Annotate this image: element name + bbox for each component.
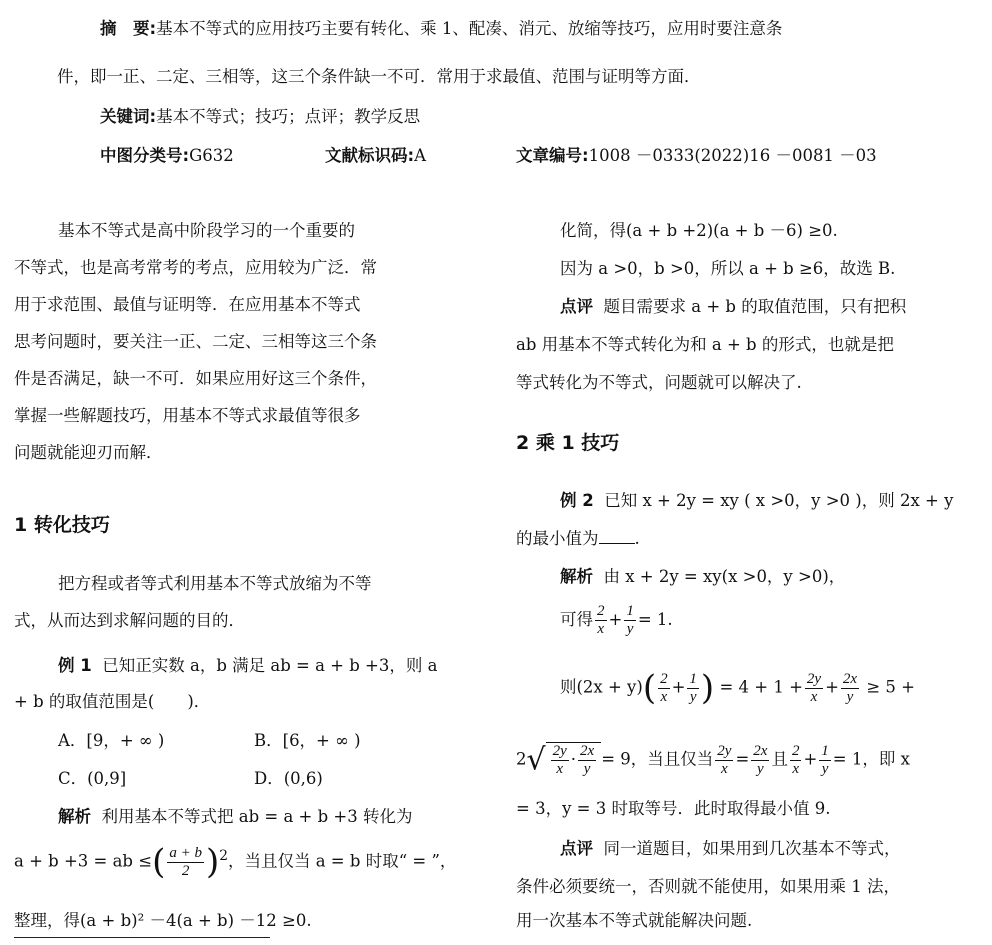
solution-1-line-2: a + b +3 = ab ≤( $\frac{a + b}{2}$ )$^2$，当且仅当 a = b 时取“ = ”， [14, 842, 457, 882]
plus: + [671, 677, 686, 697]
para-line: 把方程或者等式利用基本不等式放缩为不等 [58, 574, 372, 593]
para-line: 式，从而达到求解问题的目的． [14, 611, 245, 630]
fraction: $\frac{2}{x}$ [791, 742, 800, 777]
doc-code-value: A [414, 146, 427, 165]
review-2 [560, 830, 901, 867]
fraction: $\frac{2y}{x}$ [806, 670, 822, 705]
line4-end: = 1，即 x [832, 749, 910, 769]
fraction: $\frac{1}{y}$ [689, 670, 697, 705]
example-2 [560, 482, 953, 519]
solution-1-line-2-pre: a + b +3 = ab ≤ [14, 851, 153, 871]
period: . [634, 529, 640, 548]
coefficient: 2 [516, 749, 527, 769]
option-d: D．(0,6) [254, 769, 323, 788]
section-1-paragraph [14, 565, 484, 639]
classification-label: 中图分类号 [100, 146, 183, 165]
solution-1 [58, 798, 413, 835]
review-1-label: 点评 [560, 297, 593, 316]
solution-1-line-3: 整理，得(a + b)² －4(a + b) －12 ≥0. [14, 911, 312, 930]
option-a: A．[9，+ ∞ ) [58, 731, 165, 750]
then-mid: = 4 + 1 + [719, 677, 803, 697]
solution-2-line-5: = 3，y = 3 时取等号．此时取得最小值 9. [516, 799, 831, 818]
intro-line: 问题就能迎刃而解． [14, 443, 163, 462]
example-1-text: 已知正实数 a，b 满足 ab = a + b +3，则 a [102, 656, 438, 675]
review-1-text: 题目需要求 a + b 的取值范围，只有把积 [603, 297, 907, 316]
intro-line: 掌握一些解题技巧，用基本不等式求最值等很多 [14, 406, 361, 425]
abstract-label: 摘 要 [100, 19, 150, 38]
abstract-line-1: 摘 要:基本不等式的应用技巧主要有转化、乘 1、配凑、消元、放缩等技巧，应用时要注意条 [100, 19, 783, 38]
intro-line: 件是否满足，缺一不可．如果应用好这三个条件， [14, 369, 377, 388]
plus: + [608, 610, 623, 629]
example-1 [58, 647, 437, 684]
sqrt-sign: √ [526, 742, 546, 778]
superscript: 2 [219, 848, 228, 864]
classification: 中图分类号:G632 [100, 146, 234, 165]
example-2-label: 例 2 [560, 491, 594, 510]
solution-2-line-4 [516, 742, 910, 778]
answer-blank [599, 542, 635, 544]
keywords-label: 关键词 [100, 107, 150, 126]
right-line-1: 化简，得(a + b +2)(a + b －6) ≥0. [560, 221, 838, 240]
article-number-label: 文章编号 [516, 146, 582, 165]
article-number-value: 1008 －0333(2022)16 －0081 －03 [588, 146, 877, 165]
solution-1-label: 解析 [58, 807, 91, 826]
fraction: $\frac{1}{y}$ [626, 603, 634, 637]
intro-line: 不等式，也是高考常考的考点，应用较为广泛．常 [14, 258, 377, 277]
example-2-line-2 [516, 520, 640, 557]
keywords: 关键词:基本不等式；技巧；点评；教学反思 [100, 107, 421, 126]
doc-code-label: 文献标识码 [325, 146, 408, 165]
review-2-line-2: 条件必须要统一，否则就不能使用，如果用乘 1 法， [516, 877, 900, 896]
equals-one: = 1. [637, 610, 673, 629]
solution-2 [560, 558, 845, 595]
fraction: $\frac{2x}{y}$ [753, 742, 768, 777]
example-1-text-2: + b 的取值范围是( )． [14, 692, 211, 711]
get-text: 可得 [560, 610, 593, 629]
review-1 [560, 288, 906, 325]
sqrt-body: $\frac{2y}{x}$ · $\frac{2x}{y}$ [546, 742, 602, 778]
keywords-text: 基本不等式；技巧；点评；教学反思 [156, 107, 421, 126]
intro-line: 基本不等式是高中阶段学习的一个重要的 [58, 221, 355, 240]
solution-1-line-2-post: ，当且仅当 a = b 时取“ = ”， [227, 851, 457, 871]
fraction: $\frac{2y}{x}$ [717, 742, 732, 777]
equals: = [735, 749, 750, 769]
section-2-heading: 2 乘 1 技巧 [516, 432, 620, 454]
article-number: 文章编号:1008 －0333(2022)16 －0081 －03 [516, 146, 877, 165]
review-2-label: 点评 [560, 839, 593, 858]
review-1-line-2: ab 用基本不等式转化为和 a + b 的形式，也就是把 [516, 335, 894, 354]
review-2-text: 同一道题目，如果用到几次基本不等式， [603, 839, 901, 858]
fraction: $\frac{2x}{y}$ [842, 670, 858, 705]
fraction-ab-over-2: $\frac{a + b}{2}$ [169, 844, 202, 879]
solution-2-line-3: 则(2x + y)( $\frac{2}{x}$ + $\frac{1}{y}$ ) = 4 + 1 + $\frac{2y}{x}$ + $\frac{2x}{y}$ ≥ 5 + [560, 668, 915, 708]
solution-1-text: 利用基本不等式把 ab = a + b +3 转化为 [101, 807, 413, 826]
solution-2-text: 由 x + 2y = xy(x >0，y >0)， [603, 567, 846, 586]
fraction: $\frac{2}{x}$ [597, 603, 605, 637]
section-1-heading: 1 转化技巧 [14, 514, 110, 536]
solution-2-line-2 [560, 603, 673, 638]
intro-line: 用于求范围、最值与证明等．在应用基本不等式 [14, 295, 361, 314]
then-end: ≥ 5 + [866, 677, 915, 697]
plus: + [825, 677, 839, 697]
intro-paragraph [14, 212, 484, 471]
review-2-line-3: 用一次基本不等式就能解决问题. [516, 911, 753, 930]
footnote-rule [14, 937, 270, 938]
right-line-2: 因为 a >0，b >0，所以 a + b ≥6，故选 B. [560, 259, 896, 278]
intro-line: 思考问题时，要关注一正、二定、三相等这三个条 [14, 332, 377, 351]
example-1-label: 例 1 [58, 656, 92, 675]
plus: + [803, 749, 818, 769]
example-2-text: 已知 x + 2y = xy ( x >0，y >0 )，则 2x + y [604, 491, 954, 510]
option-b: B．[6，+ ∞ ) [254, 731, 361, 750]
classification-value: G632 [189, 146, 234, 165]
line4-mid: = 9，当且仅当 [601, 749, 714, 769]
review-1-line-3: 等式转化为不等式，问题就可以解决了. [516, 373, 802, 392]
abstract-text-2: 件，即一正、二定、三相等，这三个条件缺一不可．常用于求最值、范围与证明等方面． [57, 67, 701, 86]
and-text: 且 [771, 749, 788, 769]
then-text: 则(2x + y) [560, 677, 643, 697]
fraction: $\frac{2}{x}$ [660, 670, 668, 705]
option-c: C．(0,9] [58, 769, 127, 788]
example-2-text-2: 的最小值为 [516, 529, 599, 548]
fraction: $\frac{1}{y}$ [821, 742, 829, 777]
solution-2-label: 解析 [560, 567, 593, 586]
doc-code: 文献标识码:A [325, 146, 427, 165]
abstract-text-1: 基本不等式的应用技巧主要有转化、乘 1、配凑、消元、放缩等技巧，应用时要注意条 [156, 19, 783, 38]
